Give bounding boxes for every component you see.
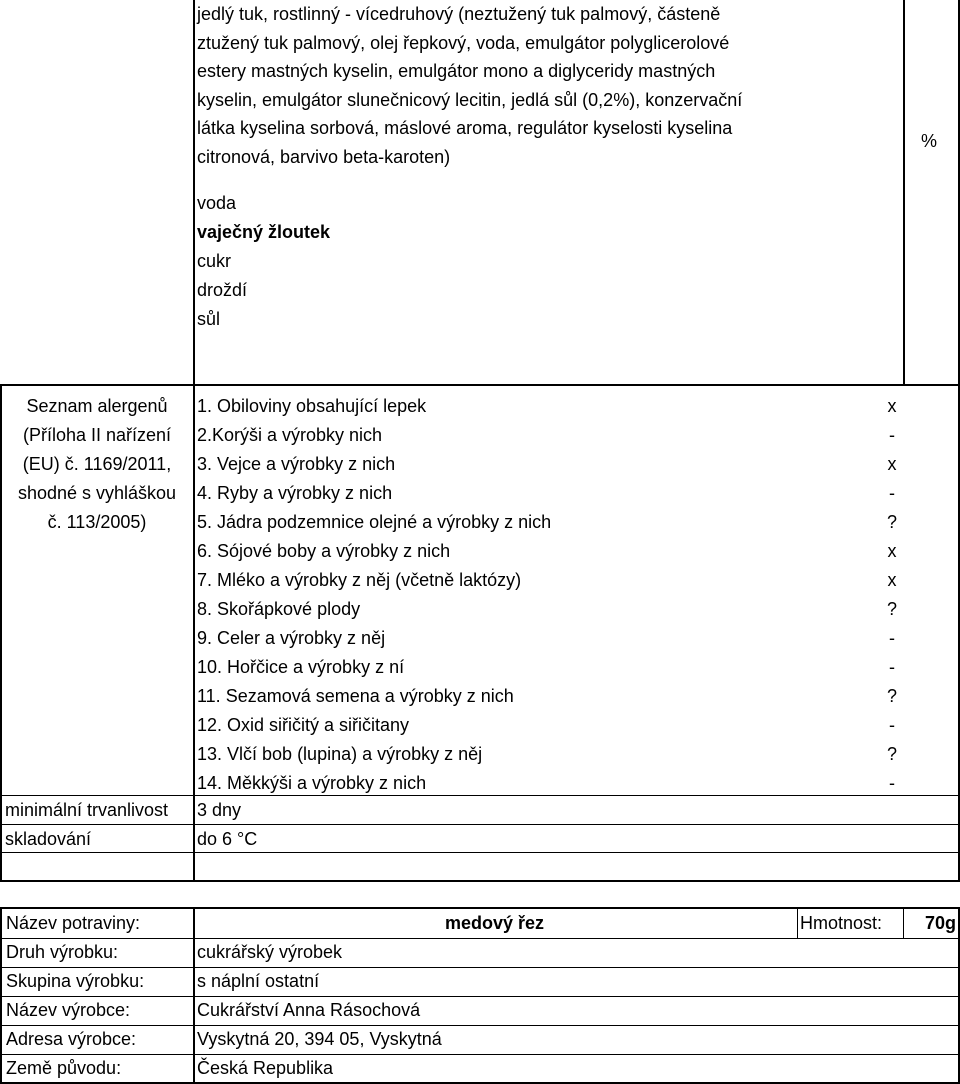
allergen-mark: x [887, 570, 897, 590]
allergen-list-title [4, 392, 190, 537]
allergen-mark: ? [886, 512, 897, 532]
product-row-line [0, 1025, 960, 1026]
allergen-mark: x [887, 541, 897, 561]
sub-ingredient: voda [197, 193, 237, 213]
allergen-label: 12. Oxid siřičitý a siřičitany [197, 715, 410, 735]
allergen-title-line: Seznam alergenů [26, 396, 168, 416]
allergen-label: 3. Vejce a výrobky z nich [197, 454, 396, 474]
ingredient-line: látka kyselina sorbová, máslové aroma, regulátor kyselosti kyselina [197, 118, 733, 138]
weight-value-divider [903, 909, 904, 938]
allergen-row [197, 508, 897, 537]
ingredient-line: citronová, barvivo beta-karoten) [197, 146, 451, 167]
table-bottom-border [0, 880, 960, 882]
allergen-mark: - [889, 657, 895, 677]
allergen-row [197, 682, 897, 711]
allergen-label: 7. Mléko a výrobky z něj (včetně laktózy) [197, 570, 522, 590]
sub-ingredients-list [197, 189, 330, 334]
ingredient-line: estery mastných kyselin, emulgátor mono a diglyceridy mastných [197, 61, 716, 81]
product-name-label: Název potraviny: [6, 913, 141, 933]
section-divider [0, 384, 960, 386]
allergen-row [197, 653, 895, 682]
allergen-label: 9. Celer a výrobky z něj [197, 628, 386, 648]
allergen-label: 4. Ryby a výrobky z nich [197, 483, 393, 503]
allergen-mark: - [889, 715, 895, 735]
allergen-row [197, 392, 897, 421]
allergen-row [197, 450, 897, 479]
allergen-mark: - [889, 425, 895, 445]
weight-label-divider [797, 909, 798, 938]
sub-ingredient: droždí [197, 280, 248, 300]
allergen-row [197, 624, 895, 653]
percent-cell: % [921, 131, 938, 151]
allergen-row [197, 479, 895, 508]
sub-ingredient: cukr [197, 251, 232, 271]
allergen-label: 8. Skořápkové plody [197, 599, 361, 619]
allergen-label: 1. Obiloviny obsahující lepek [197, 396, 427, 416]
allergen-row [197, 595, 897, 624]
allergen-label: 10. Hořčice a výrobky z ní [197, 657, 405, 677]
allergen-row [197, 537, 897, 566]
country-of-origin-label: Země původu: [6, 1058, 122, 1078]
ingredient-line: kyselin, emulgátor slunečnicový lecitin, jedlá sůl (0,2%), konzervační [197, 89, 743, 110]
storage-label: skladování [5, 829, 92, 849]
allergen-mark: x [887, 454, 897, 474]
sub-ingredient-allergen: vaječný žloutek [197, 222, 331, 242]
allergen-mark: - [889, 773, 895, 793]
storage-value: do 6 °C [197, 829, 258, 849]
allergen-label: 14. Měkkýši a výrobky z nich [197, 773, 427, 793]
allergen-mark: - [889, 483, 895, 503]
weight-label: Hmotnost: [800, 913, 883, 933]
allergen-row [197, 421, 895, 450]
manufacturer-address-value: Vyskytná 20, 394 05, Vyskytná [197, 1029, 442, 1049]
manufacturer-address-label: Adresa výrobce: [6, 1029, 137, 1049]
min-shelf-life-value: 3 dny [197, 800, 242, 820]
allergen-label: 2.Korýši a výrobky nich [197, 425, 383, 445]
percent-column-divider [903, 0, 905, 385]
allergen-row [197, 740, 897, 769]
product-row-line [0, 996, 960, 997]
manufacturer-name-value: Cukrářství Anna Rásochová [197, 1000, 421, 1020]
ingredient-line: ztužený tuk palmový, olej řepkový, voda, emulgátor polyglicerolové [197, 32, 730, 53]
weight-value: 70g [924, 913, 956, 933]
manufacturer-name-label: Název výrobce: [6, 1000, 131, 1020]
allergen-title-line: (EU) č. 1169/2011, [22, 454, 172, 474]
allergen-mark: ? [886, 744, 897, 764]
product-row-line [0, 1054, 960, 1055]
allergen-label: 5. Jádra podzemnice olejné a výrobky z nich [197, 512, 552, 532]
allergen-label: 13. Vlčí bob (lupina) a výrobky z něj [197, 744, 483, 764]
allergen-title-line: (Příloha II nařízení [22, 425, 172, 445]
product-group-label: Skupina výrobku: [6, 971, 145, 991]
allergen-mark: - [889, 628, 895, 648]
product-type-label: Druh výrobku: [6, 942, 119, 962]
country-of-origin-value: Česká Republika [197, 1058, 334, 1078]
product-type-value: cukrářský výrobek [197, 942, 343, 962]
min-shelf-life-label: minimální trvanlivost [5, 800, 169, 820]
allergen-title-line: č. 113/2005) [47, 512, 147, 532]
product-group-value: s náplní ostatní [197, 971, 320, 991]
storage-bottom-line [0, 852, 960, 853]
allergen-row [197, 711, 895, 740]
ingredients-block [197, 0, 797, 171]
allergen-mark: x [887, 396, 897, 416]
ingredient-line: jedlý tuk, rostlinný - vícedruhový (neztužený tuk palmový, částeně [197, 4, 721, 24]
allergen-row [197, 769, 895, 798]
allergen-row [197, 566, 897, 595]
sub-ingredient: sůl [197, 309, 221, 329]
table-border-left [0, 385, 2, 881]
allergen-label: 11. Sezamová semena a výrobky z nich [197, 686, 514, 706]
allergen-label: 6. Sójové boby a výrobky z nich [197, 541, 451, 561]
allergen-mark: ? [886, 599, 897, 619]
product-name-value: medový řez [445, 913, 545, 933]
allergen-title-line: shodné s vyhláškou [17, 483, 177, 503]
column-divider [193, 0, 195, 881]
allergen-mark: ? [886, 686, 897, 706]
product-row-line [0, 938, 960, 939]
